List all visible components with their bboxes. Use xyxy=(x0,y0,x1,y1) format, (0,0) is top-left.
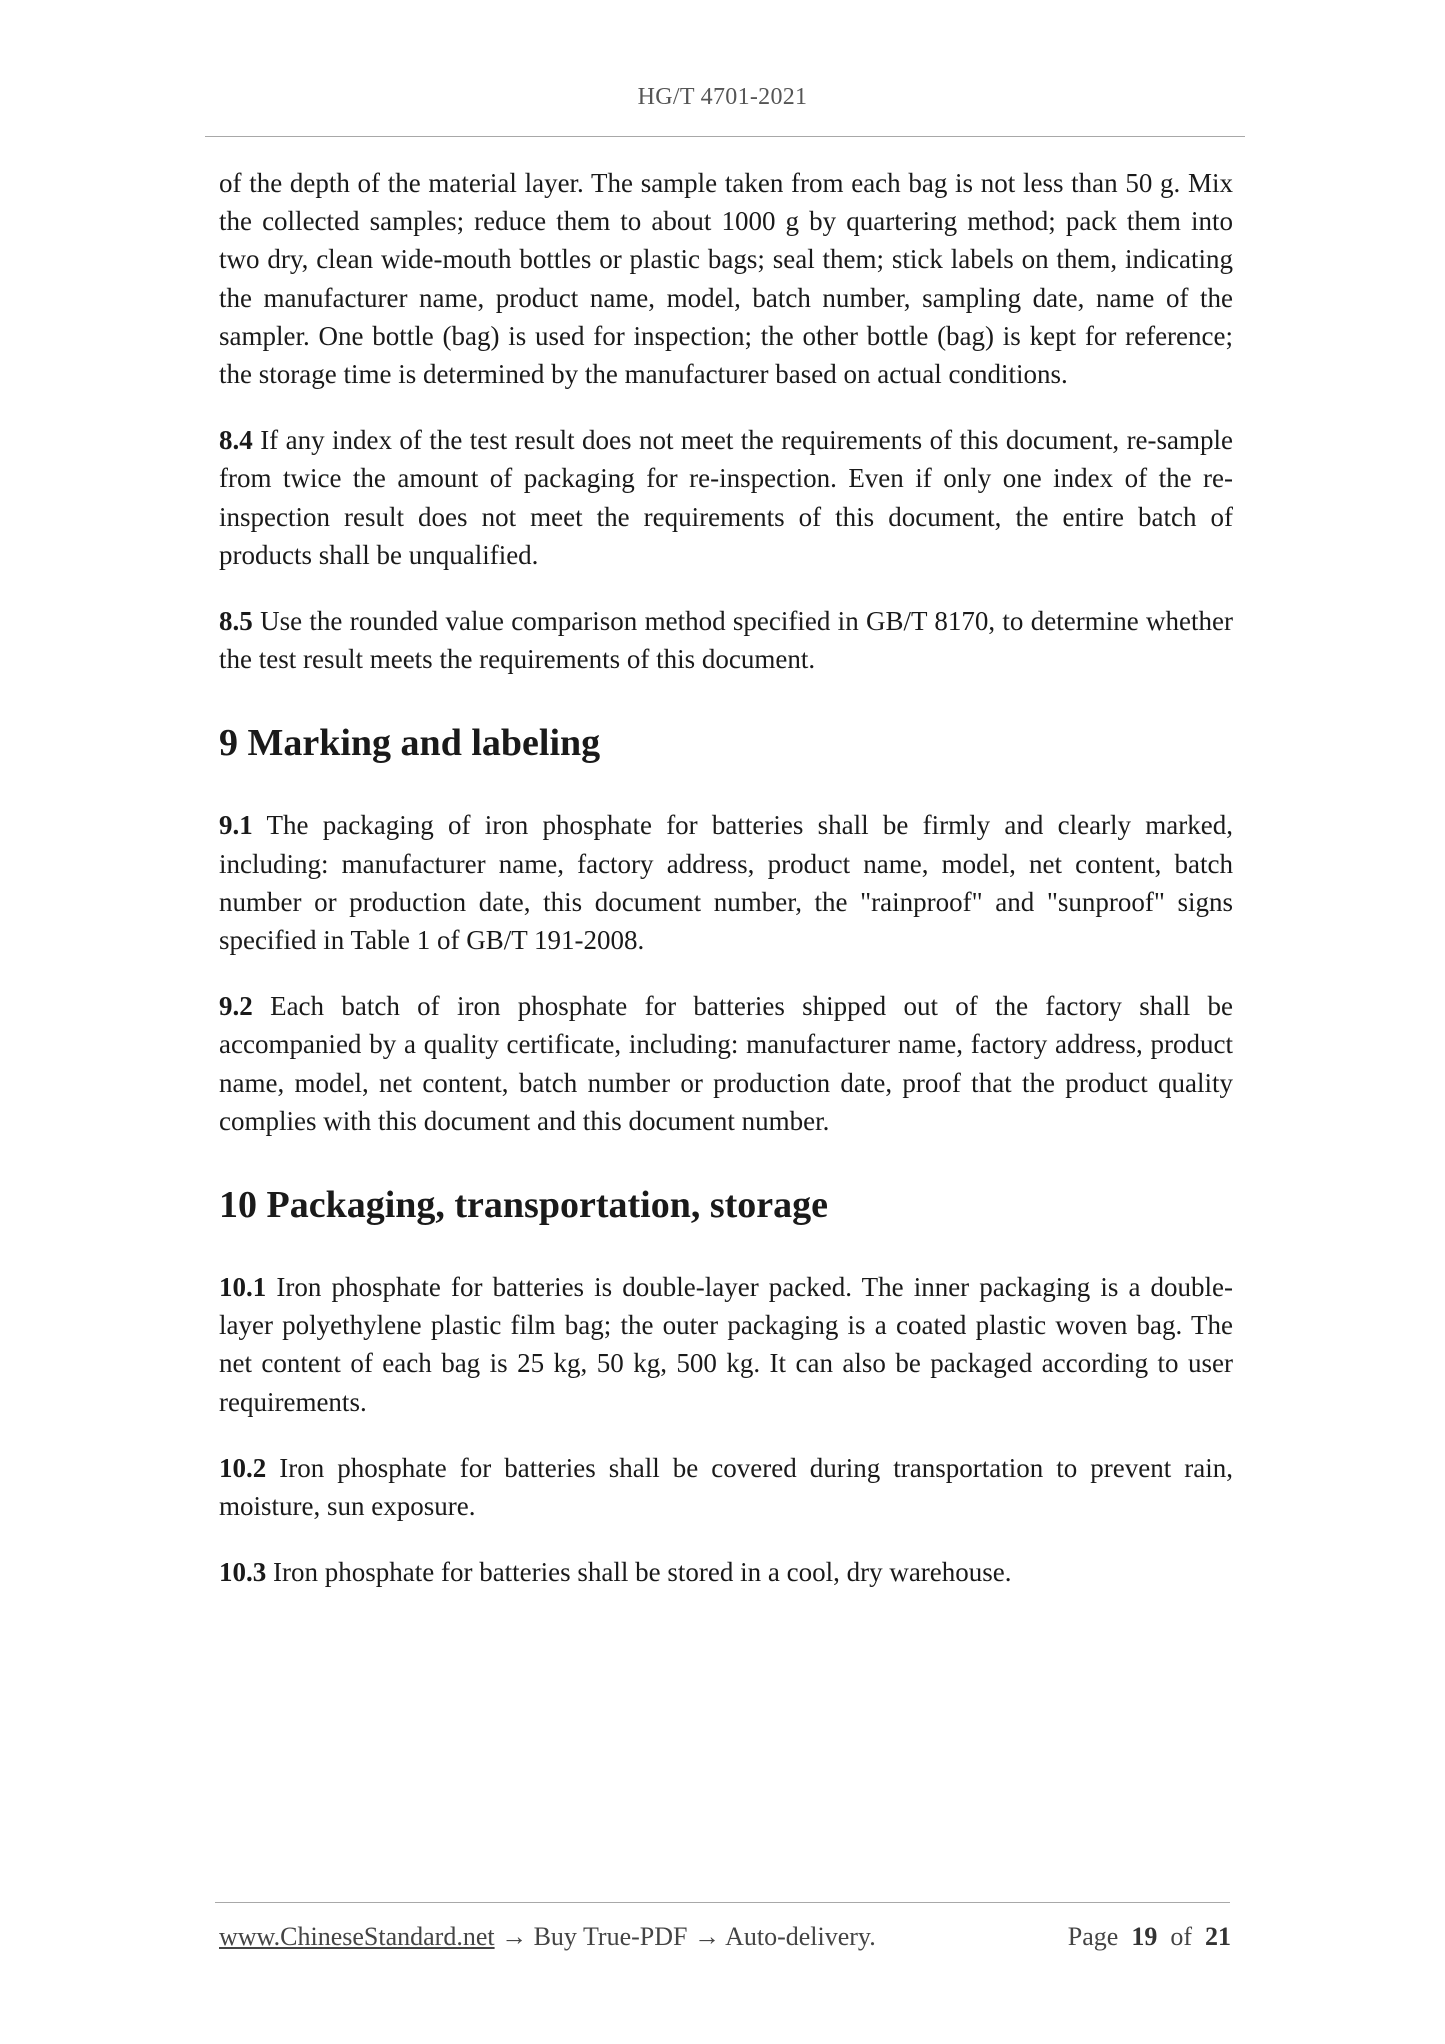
section-heading-10: 10 Packaging, transportation, storage xyxy=(219,1184,829,1227)
header-divider xyxy=(205,136,1245,137)
clause-text: The packaging of iron phosphate for batteries shall be firmly and clearly marked, including: manufacturer name, factory address, product name, model, net content, batch number or production date, this document number, the "rainproof" and "sunproof" signs specified in Table 1 of GB/T 191-2008. xyxy=(219,810,1234,956)
page-footer xyxy=(219,1922,1231,1952)
clause-text: Iron phosphate for batteries is double-layer packed. The inner packaging is a double-layer polyethylene plastic film bag; the outer packaging is a coated plastic woven bag. The net content of each bag is 25 kg, 50 kg, 500 kg. It can also be packaged according to user requirements. xyxy=(219,1272,1234,1417)
clause-text: Iron phosphate for batteries shall be covered during transportation to prevent rain, moisture, sun exposure. xyxy=(219,1452,1234,1522)
clause-text: Iron phosphate for batteries shall be stored in a cool, dry warehouse. xyxy=(273,1557,1012,1588)
clause-number: 10.2 xyxy=(219,1452,267,1483)
clause-10-1 xyxy=(219,1268,1233,1421)
buy-true-pdf-text: Buy True-PDF xyxy=(533,1922,688,1951)
auto-delivery-text: Auto-delivery. xyxy=(725,1922,876,1951)
clause-number: 8.5 xyxy=(219,606,253,637)
arrow-right-icon: → xyxy=(494,1922,534,1951)
clause-8-4 xyxy=(219,421,1233,574)
clause-number: 9.1 xyxy=(219,810,253,841)
clause-10-2 xyxy=(219,1449,1233,1525)
clause-text: Each batch of iron phosphate for batteries shipped out of the factory shall be accompanied by a quality certificate, including: manufacturer name, factory address, product name, model, net content, batch number or production date, proof that the product quality complies with this document and this document number. xyxy=(219,991,1233,1136)
clause-number: 10.1 xyxy=(219,1272,267,1303)
clause-number: 10.3 xyxy=(219,1557,267,1588)
footer-divider xyxy=(215,1902,1230,1903)
arrow-right-icon: → xyxy=(687,1922,726,1951)
website-link[interactable]: www.ChineseStandard.net xyxy=(219,1922,495,1951)
clause-text: Use the rounded value comparison method specified in GB/T 8170, to determine whether the test result meets the requirements of this document. xyxy=(219,606,1233,675)
clause-text: If any index of the test result does not meet the requirements of this document, re-sample from twice the amount of packaging for re-inspection. Even if only one index of the re-inspection result does not meet the requirements of this document, the entire batch of products shall be unqualified. xyxy=(219,425,1234,570)
document-code-header: HG/T 4701-2021 xyxy=(637,84,808,110)
page-number xyxy=(1068,1922,1231,1952)
page-word: Page xyxy=(1067,1922,1119,1951)
current-page: 19 xyxy=(1131,1922,1158,1951)
of-word: of xyxy=(1170,1922,1192,1951)
clause-8-5 xyxy=(219,602,1233,678)
clause-number: 9.2 xyxy=(219,991,253,1022)
document-body xyxy=(219,164,1233,1619)
clause-10-3 xyxy=(219,1553,1233,1591)
clause-9-2 xyxy=(219,987,1233,1140)
clause-number: 8.4 xyxy=(219,425,253,456)
clause-9-1 xyxy=(219,806,1233,959)
section-heading-9: 9 Marking and labeling xyxy=(219,722,601,765)
total-pages: 21 xyxy=(1205,1922,1231,1951)
continued-paragraph: of the depth of the material layer. The sample taken from each bag is not less than 50 g. Mix the collected samples; reduce them to about 1000 g by quartering method; pack them into two dry, clean wide-mouth bottles or plastic bags; seal them; stick labels on them, indicating the manufacturer name, product name, model, batch number, sampling date, name of the sampler. One bottle (bag) is used for inspection; the other bottle (bag) is kept for reference; the storage time is determined by the manufacturer based on actual conditions. xyxy=(219,168,1233,390)
footer-promo xyxy=(219,1922,876,1952)
